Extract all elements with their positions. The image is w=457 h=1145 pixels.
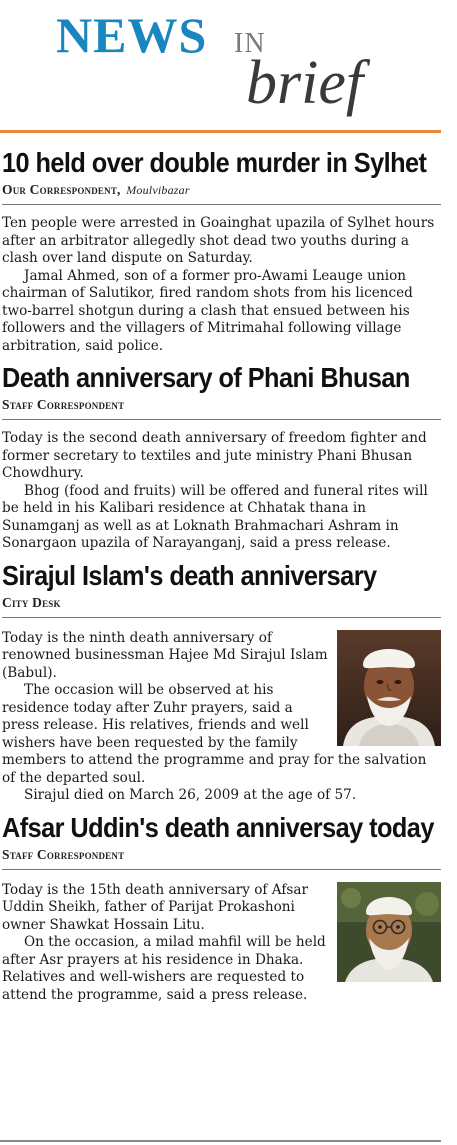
story-byline bbox=[2, 847, 441, 870]
portrait-photo-afsar bbox=[337, 882, 441, 982]
story-headline: 10 held over double murder in Sylhet bbox=[2, 147, 427, 178]
story-paragraph: Today is the 15th death anniversary of Afsar Uddin Sheikh, father of Parijat Prokashoni owner Shawkat Hossain Litu. bbox=[2, 881, 308, 933]
story-paragraph: Jamal Ahmed, son of a former pro-Awami Leauge union chairman of Salutikor, fired random shots from his licenced two-barrel shotgun during a clash that ensued between his followers and the villagers of Mitrimahal following village arbitration, said police. bbox=[2, 267, 413, 354]
masthead-divider bbox=[0, 130, 441, 133]
byline-place: Moulvibazar bbox=[126, 183, 190, 197]
story-byline bbox=[2, 182, 441, 205]
portrait-photo-sirajul bbox=[337, 630, 441, 746]
story-body bbox=[2, 630, 441, 805]
story-double-murder bbox=[2, 146, 441, 355]
masthead-news: NEWS bbox=[56, 7, 208, 63]
story-paragraph: On the occasion, a milad mahfil will be held after Asr prayers at his residence in Dhaka. Relatives and well-wishers are requested to attend the programme, said a press release. bbox=[2, 934, 326, 1003]
story-afsar-uddin bbox=[2, 811, 441, 1005]
bottom-divider bbox=[0, 1140, 441, 1142]
story-paragraph: Today is the ninth death anniversary of renowned businessman Hajee Md Sirajul Islam (Babul). bbox=[2, 629, 328, 681]
news-in-brief-masthead bbox=[0, 0, 457, 132]
story-body bbox=[2, 215, 441, 355]
story-phani-bhusan bbox=[2, 361, 441, 553]
story-paragraph: The occasion will be observed at his residence today after Zuhr prayers, said a press release. His relatives, friends and well wishers have been requested by the family members to attend the programme and pray for the salvation of the departed soul. bbox=[2, 682, 427, 786]
story-headline: Afsar Uddin's death anniversay today bbox=[2, 811, 434, 843]
story-byline bbox=[2, 397, 441, 420]
masthead-brief: brief bbox=[246, 49, 364, 117]
story-paragraph: Sirajul died on March 26, 2009 at the age of 57. bbox=[24, 787, 357, 803]
byline-author: Staff Correspondent bbox=[2, 397, 125, 412]
story-sirajul-islam bbox=[2, 559, 441, 805]
byline-author: City Desk bbox=[2, 594, 61, 610]
story-headline: Death anniversary of Phani Bhusan bbox=[2, 362, 410, 393]
story-paragraph: Today is the second death anniversary of freedom fighter and former secretary to textiles and jute ministry Phani Bhusan Chowdhury. bbox=[2, 430, 427, 481]
story-body bbox=[2, 882, 441, 1005]
story-byline bbox=[2, 595, 441, 618]
masthead-in: IN bbox=[234, 28, 266, 59]
byline-author: Staff Correspondent bbox=[2, 846, 125, 862]
story-body bbox=[2, 430, 441, 553]
byline-author: Our Correspondent, bbox=[2, 182, 121, 197]
story-paragraph: Ten people were arrested in Goainghat upazila of Sylhet hours after an arbitrator allegedly shot dead two youths during a clash over land dispute on Saturday. bbox=[2, 215, 435, 266]
story-headline: Sirajul Islam's death anniversary bbox=[2, 559, 377, 591]
story-paragraph: Bhog (food and fruits) will be offered and funeral rites will be held in his Kalibari residence at Chhatak thana in Sunamganj as well as at Loknath Brahmachari Ashram in Sonargaon upazila of Narayanganj, said a press release. bbox=[2, 482, 428, 551]
